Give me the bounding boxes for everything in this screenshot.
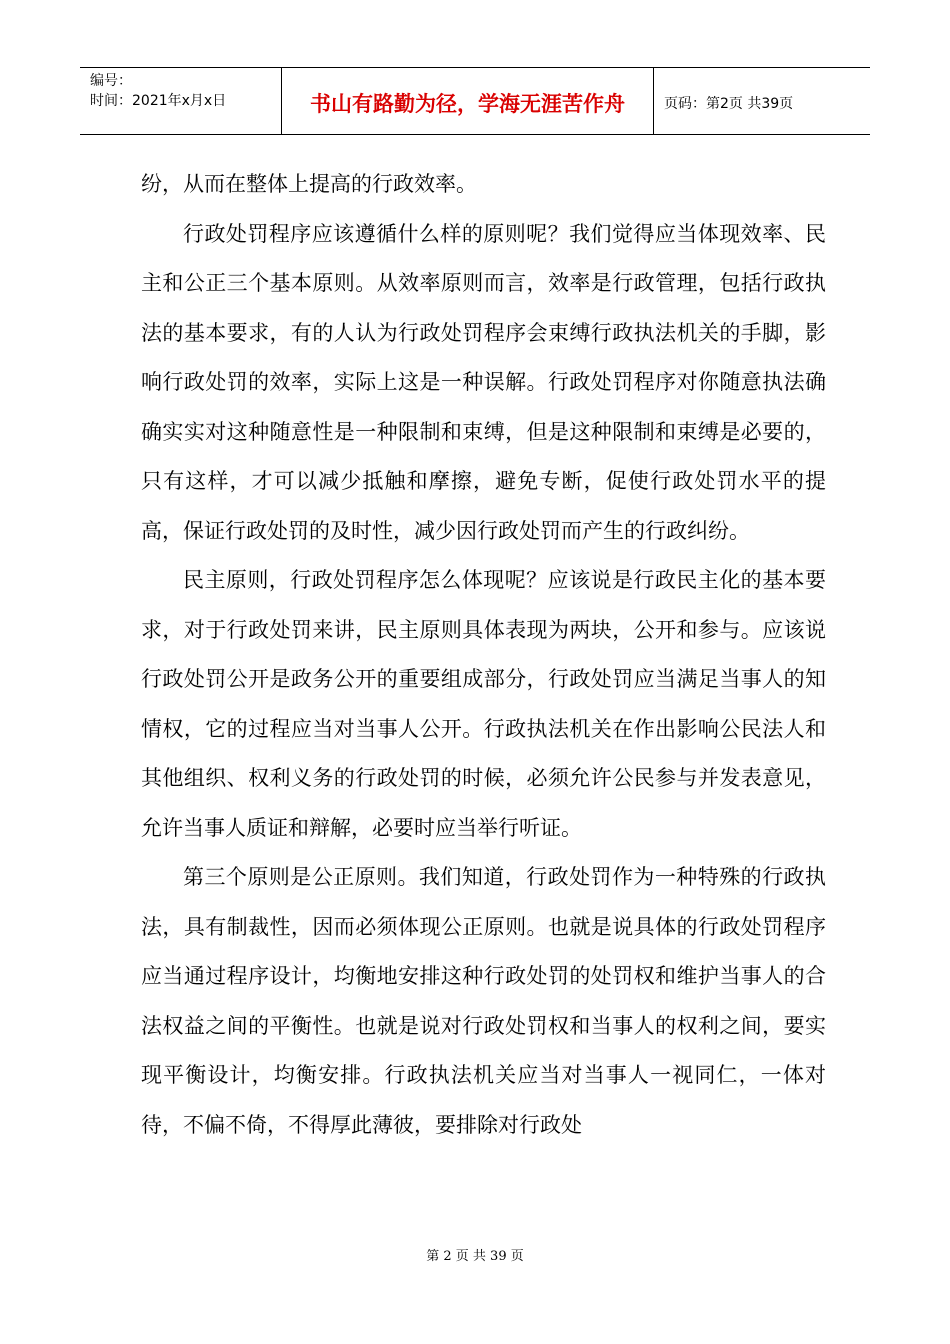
page-footer: 第 2 页 共 39 页 (426, 1249, 524, 1264)
header-motto: 书山有路勤为径，学海无涯苦作舟 (282, 68, 654, 134)
document-time-label: 时间：2021年x月x日 (90, 93, 227, 109)
document-number-label: 编号： (90, 73, 132, 89)
header-meta (80, 68, 282, 134)
paragraph-fairness-principle: 第三个原则是公正原则。我们知道，行政处罚作为一种特殊的行政执法，具有制裁性，因而必须体现公正原则。也就是说具体的行政处罚程序应当通过程序设计，均衡地安排这种行政处罚的处罚权和维护当事人的合法权益之间的平衡性。也就是说对行政处罚权和当事人的权利之间，要实现平衡设计，均衡安排。行政执法机关应当对当事人一视同仁，一体对待，不偏不倚，不得厚此薄彼，要排除对行政处 (141, 865, 826, 1137)
paragraph-continuation: 纷，从而在整体上提高的行政效率。 (141, 172, 477, 196)
document-body (141, 160, 826, 1150)
paragraph-democracy-principle: 民主原则，行政处罚程序怎么体现呢？应该说是行政民主化的基本要求，对于行政处罚来讲，民主原则具体表现为两块，公开和参与。应该说行政处罚公开是政务公开的重要组成部分，行政处罚应当满足当事人的知情权，它的过程应当对当事人公开。行政执法机关在作出影响公民法人和其他组织、权利义务的行政处罚的时候，必须允许公民参与并发表意见，允许当事人质证和辩解，必要时应当举行听证。 (141, 568, 826, 840)
page-header (80, 67, 870, 135)
header-page-info: 页码：第2页 共39页 (664, 96, 794, 112)
paragraph-efficiency-principle: 行政处罚程序应该遵循什么样的原则呢？我们觉得应当体现效率、民主和公正三个基本原则。从效率原则而言，效率是行政管理，包括行政执法的基本要求，有的人认为行政处罚程序会束缚行政执法机关的手脚，影响行政处罚的效率，实际上这是一种误解。行政处罚程序对你随意执法确确实实对这种随意性是一种限制和束缚，但是这种限制和束缚是必要的，只有这样，才可以减少抵触和摩擦，避免专断，促使行政处罚水平的提高，保证行政处罚的及时性，减少因行政处罚而产生的行政纠纷。 (141, 221, 826, 543)
